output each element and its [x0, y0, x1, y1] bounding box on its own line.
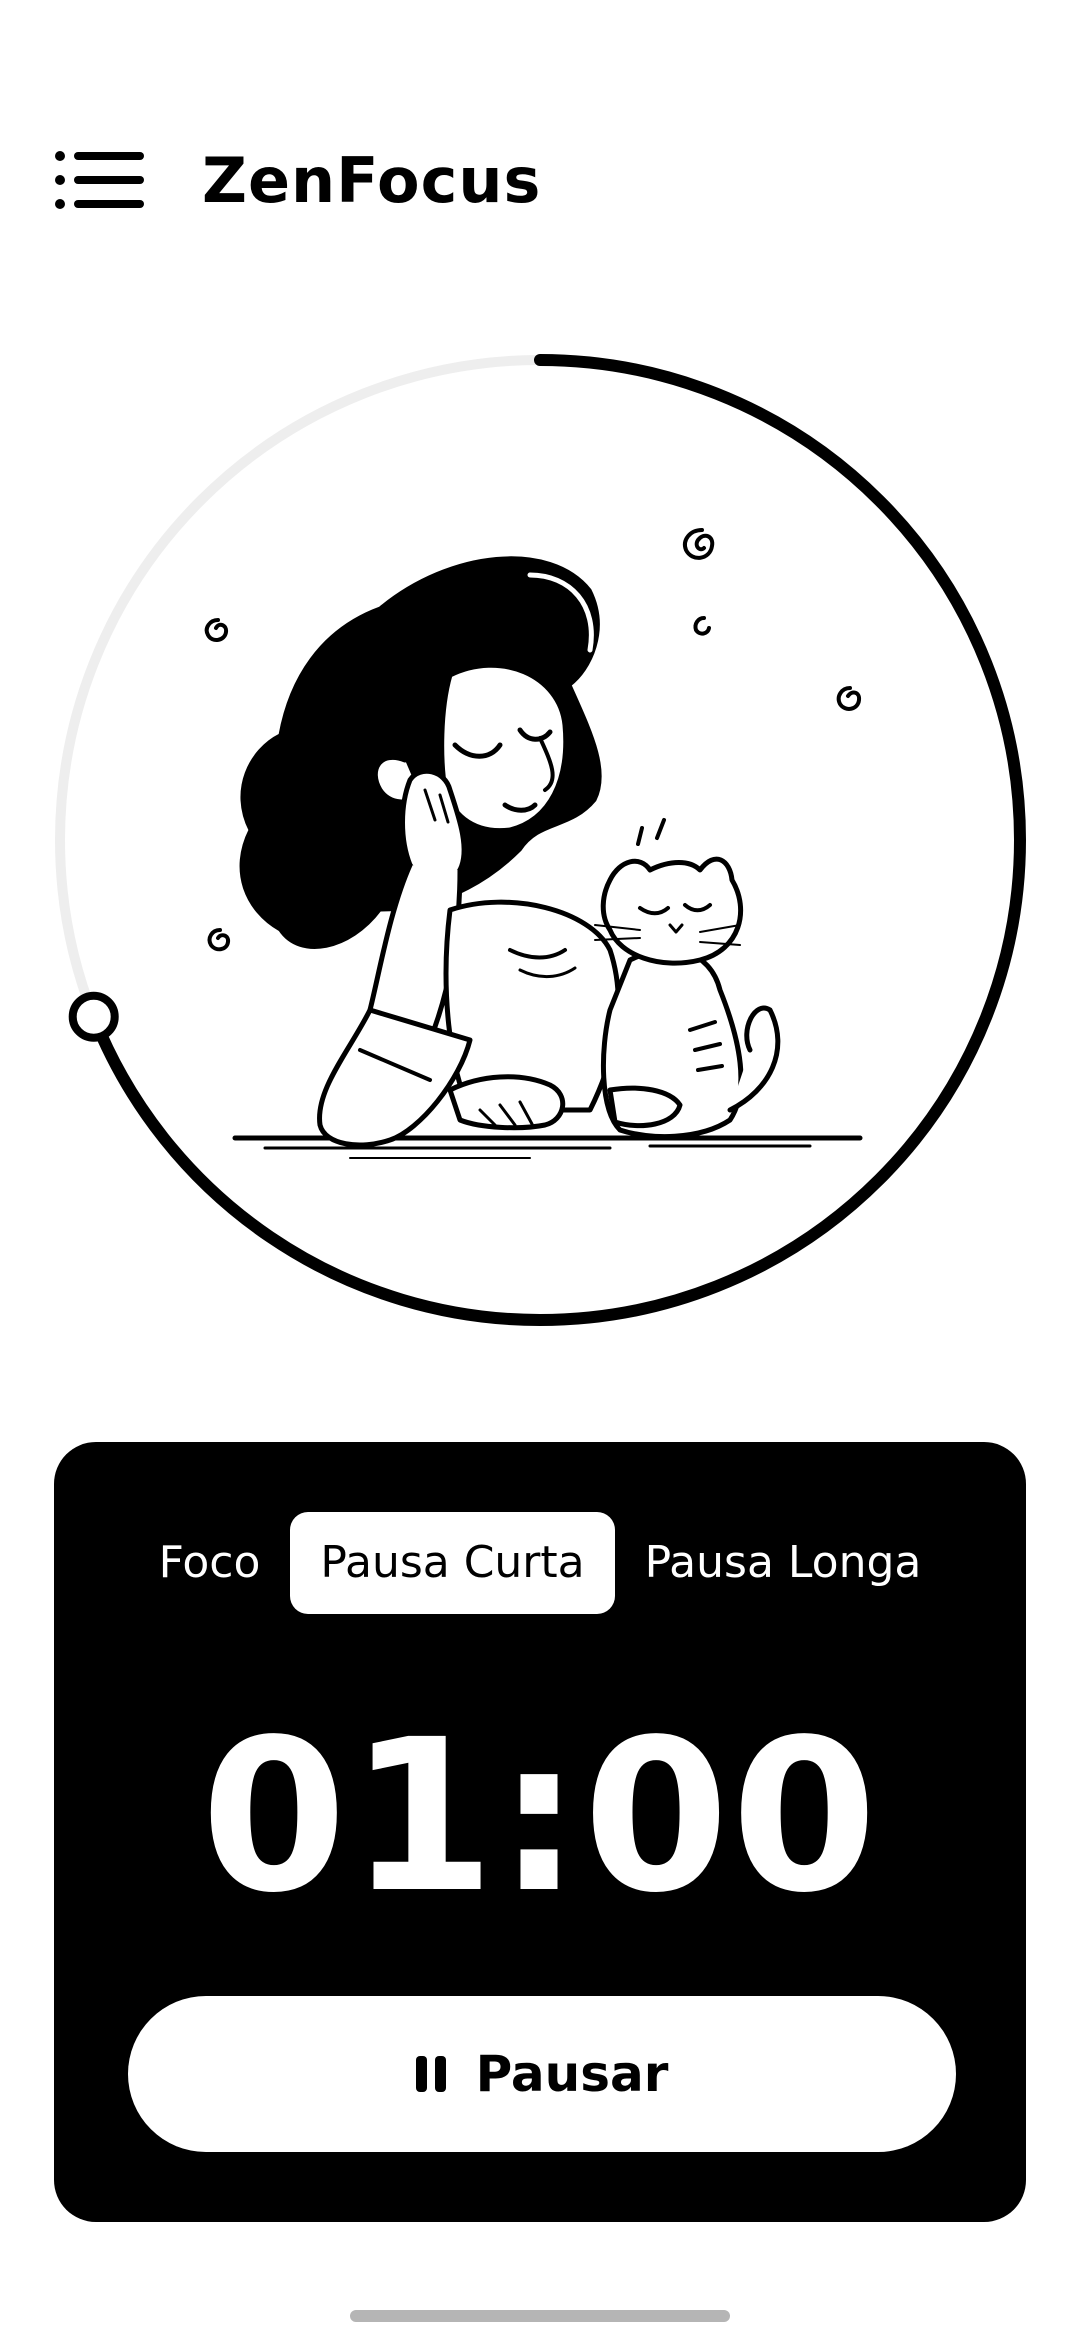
tab-foco[interactable]: Foco — [158, 1537, 261, 1588]
tab-pausa-curta[interactable]: Pausa Curta — [290, 1512, 614, 1614]
pause-icon — [416, 2056, 446, 2092]
home-indicator[interactable] — [350, 2310, 730, 2322]
top-bar — [54, 140, 541, 220]
woman-with-cat-illustration — [207, 530, 860, 1158]
progress-handle[interactable] — [73, 996, 115, 1038]
pause-label: Pausar — [475, 2045, 669, 2103]
menu-button[interactable] — [54, 144, 150, 216]
list-menu-icon — [54, 150, 146, 210]
tab-pausa-longa[interactable]: Pausa Longa — [644, 1537, 922, 1588]
timer-display: 01:00 — [200, 1694, 880, 1939]
progress-ring — [50, 350, 1030, 1330]
mode-tabs — [54, 1512, 1026, 1614]
app-title: ZenFocus — [202, 143, 542, 217]
pause-button[interactable] — [128, 1996, 956, 2152]
timer-card — [54, 1442, 1026, 2222]
